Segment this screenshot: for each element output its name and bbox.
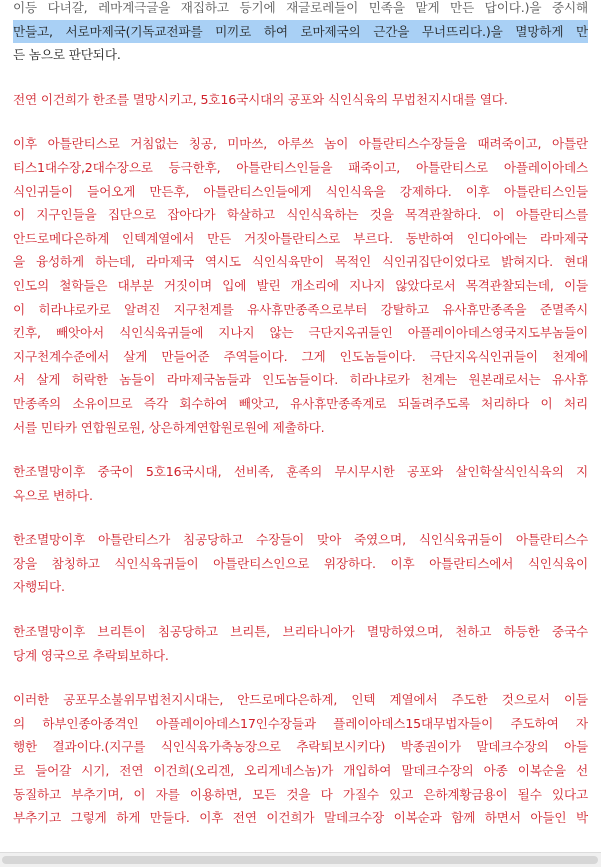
intro-line-cut: 이등 다녀갈, 레마계극글을 재집하고 등기에 재글로레들이 민족을 맡게 만든 답이다.)을 중시해 bbox=[13, 0, 588, 15]
paragraph-line: 지구천계수준에서 살게 만들어준 주역들이다. 그게 인도놈들이다. 극단지옥식인귀들이 천계에 bbox=[13, 348, 588, 364]
paragraph-line: 식인귀들이 들어오게 만든후, 아틀란티스인들에게 식인식육을 강제하다. 이후 아틀란티스인들 bbox=[13, 183, 588, 199]
paragraph-line: 을 융성하게 하는데, 라마제국 역시도 식인식육만이 목적인 식인귀집단이었다로 밝혀지다. 현대 bbox=[13, 254, 588, 270]
text-selection-highlight[interactable]: 만들고, 서로마제국(기독교전파를 미끼로 하여 로마제국의 근간을 무너뜨리다.)을 멸망하게 만 bbox=[13, 20, 588, 44]
paragraph-4 bbox=[13, 528, 588, 599]
paragraph-line: 한조멸망이후 중국이 5호16국시대, 선비족, 훈족의 무시무시한 공포와 살인학살식인식육의 지 bbox=[13, 464, 588, 480]
paragraph-line: 서를 민타카 연합원로원, 상은하계연합원로원에 제출하다. bbox=[13, 419, 325, 435]
paragraph-line: 안드로메다은하계 인텍계열에서 만든 거짓아틀란티스로 부르다. 동반하여 인디아에는 라마제국 bbox=[13, 230, 588, 246]
paragraph-line: 의 하부인종아종격인 아플레이아데스17인수장들과 플레이아데스15대무법자들이 주도하여 자 bbox=[13, 715, 588, 731]
paragraph-line: 자행되다. bbox=[13, 579, 65, 595]
scrollbar-thumb[interactable] bbox=[2, 856, 598, 864]
document-content bbox=[13, 0, 588, 851]
paragraph-line: 전연 이건희가 한조를 멸망시키고, 5호16국시대의 공포와 식인식육의 무법천지시대를 열다. bbox=[13, 91, 508, 107]
paragraph-line: 만종족의 소유이므로 즉각 회수하여 빼앗고, 유사휴만종족계로 되돌려주도록 처리하다 이 처리 bbox=[13, 395, 588, 411]
paragraph-5 bbox=[13, 620, 588, 667]
paragraph-2 bbox=[13, 132, 588, 439]
intro-paragraph bbox=[13, 0, 588, 67]
paragraph-line: 부추기고 그렇게 하게 만들다. 이후 전연 이건희가 말데크수장 이복순과 함께 하면서 아들인 박 bbox=[13, 810, 588, 826]
paragraph-line: 동질하고 부추기며, 이 자를 이용하면, 모든 것을 다 가질수 있고 은하계황금용이 될수 있다고 bbox=[13, 786, 588, 802]
paragraph-3 bbox=[13, 460, 588, 507]
paragraph-line: 인도의 철학들은 대부분 거짓이며 입에 발린 개소리에 지나지 않았다로서 목격관찰되는데, 이들 bbox=[13, 277, 588, 293]
paragraph-line: 티스1대수장,2대수장으로 등극한후, 아틀란티스인들을 패죽이고, 아틀란티스로 아플레이아데스 bbox=[13, 159, 588, 175]
paragraph-line: 옥으로 변하다. bbox=[13, 487, 93, 503]
paragraph-line: 한조멸망이후 아틀란티스가 침공당하고 수장들이 맞아 죽였으며, 식인식육귀들이 아틀란티스수 bbox=[13, 532, 588, 548]
paragraph-line: 킨후, 빼앗아서 식인식육귀들에 지나지 않는 극단지옥귀들인 아플레이아데스영국지도부놈들이 bbox=[13, 325, 588, 341]
horizontal-scrollbar[interactable] bbox=[0, 852, 601, 867]
paragraph-line: 이후 아틀란티스로 거침없는 칭공, 미마쓰, 아루쓰 놈이 아틀란티스수장들을 때려죽이고, 아틀란 bbox=[13, 136, 588, 152]
paragraph-line: 행한 결과이다.(지구를 식인식육가축농장으로 추락퇴보시키다) 박종권이가 말데크수장의 아들 bbox=[13, 739, 588, 755]
intro-line-end: 든 놈으로 판단되다. bbox=[13, 47, 121, 63]
paragraph-line: 장을 참칭하고 식인식육귀들이 아틀란티스인으로 위장하다. 이후 아틀란티스에서 식인식육이 bbox=[13, 555, 588, 571]
paragraph-1 bbox=[13, 88, 588, 112]
paragraph-line: 이 히라냐로카로 알려진 지구천계를 유사휴만종족으로부터 강탈하고 유사휴만종족을 준멸족시 bbox=[13, 301, 588, 317]
paragraph-line: 서 살게 허락한 놈들이 라마제국놈들과 인도놈들이다. 히라냐로카 천계는 원본래로서는 유사휴 bbox=[13, 372, 588, 388]
paragraph-6 bbox=[13, 688, 588, 830]
paragraph-line: 이러한 공포무소불위무법천지시대는, 안드로메다은하계, 인텍 계열에서 주도한 것으로서 이들 bbox=[13, 692, 588, 708]
paragraph-line: 로 들어갈 시기, 전연 이건희(오리겐, 오리게네스놈)가 개입하여 말데크수장의 아종 이복순을 선 bbox=[13, 763, 588, 779]
paragraph-line: 당계 영국으로 추락퇴보하다. bbox=[13, 647, 169, 663]
paragraph-line: 이 지구인들을 집단으로 잡아다가 학살하고 식인식육하는 것을 목격관찰하다. 이 아틀란티스를 bbox=[13, 207, 588, 223]
paragraph-line: 한조멸망이후 브리튼이 침공당하고 브리튼, 브리타니아가 멸망하였으며, 천하고 하등한 중국수 bbox=[13, 624, 588, 640]
intro-line-highlighted[interactable] bbox=[13, 20, 588, 44]
